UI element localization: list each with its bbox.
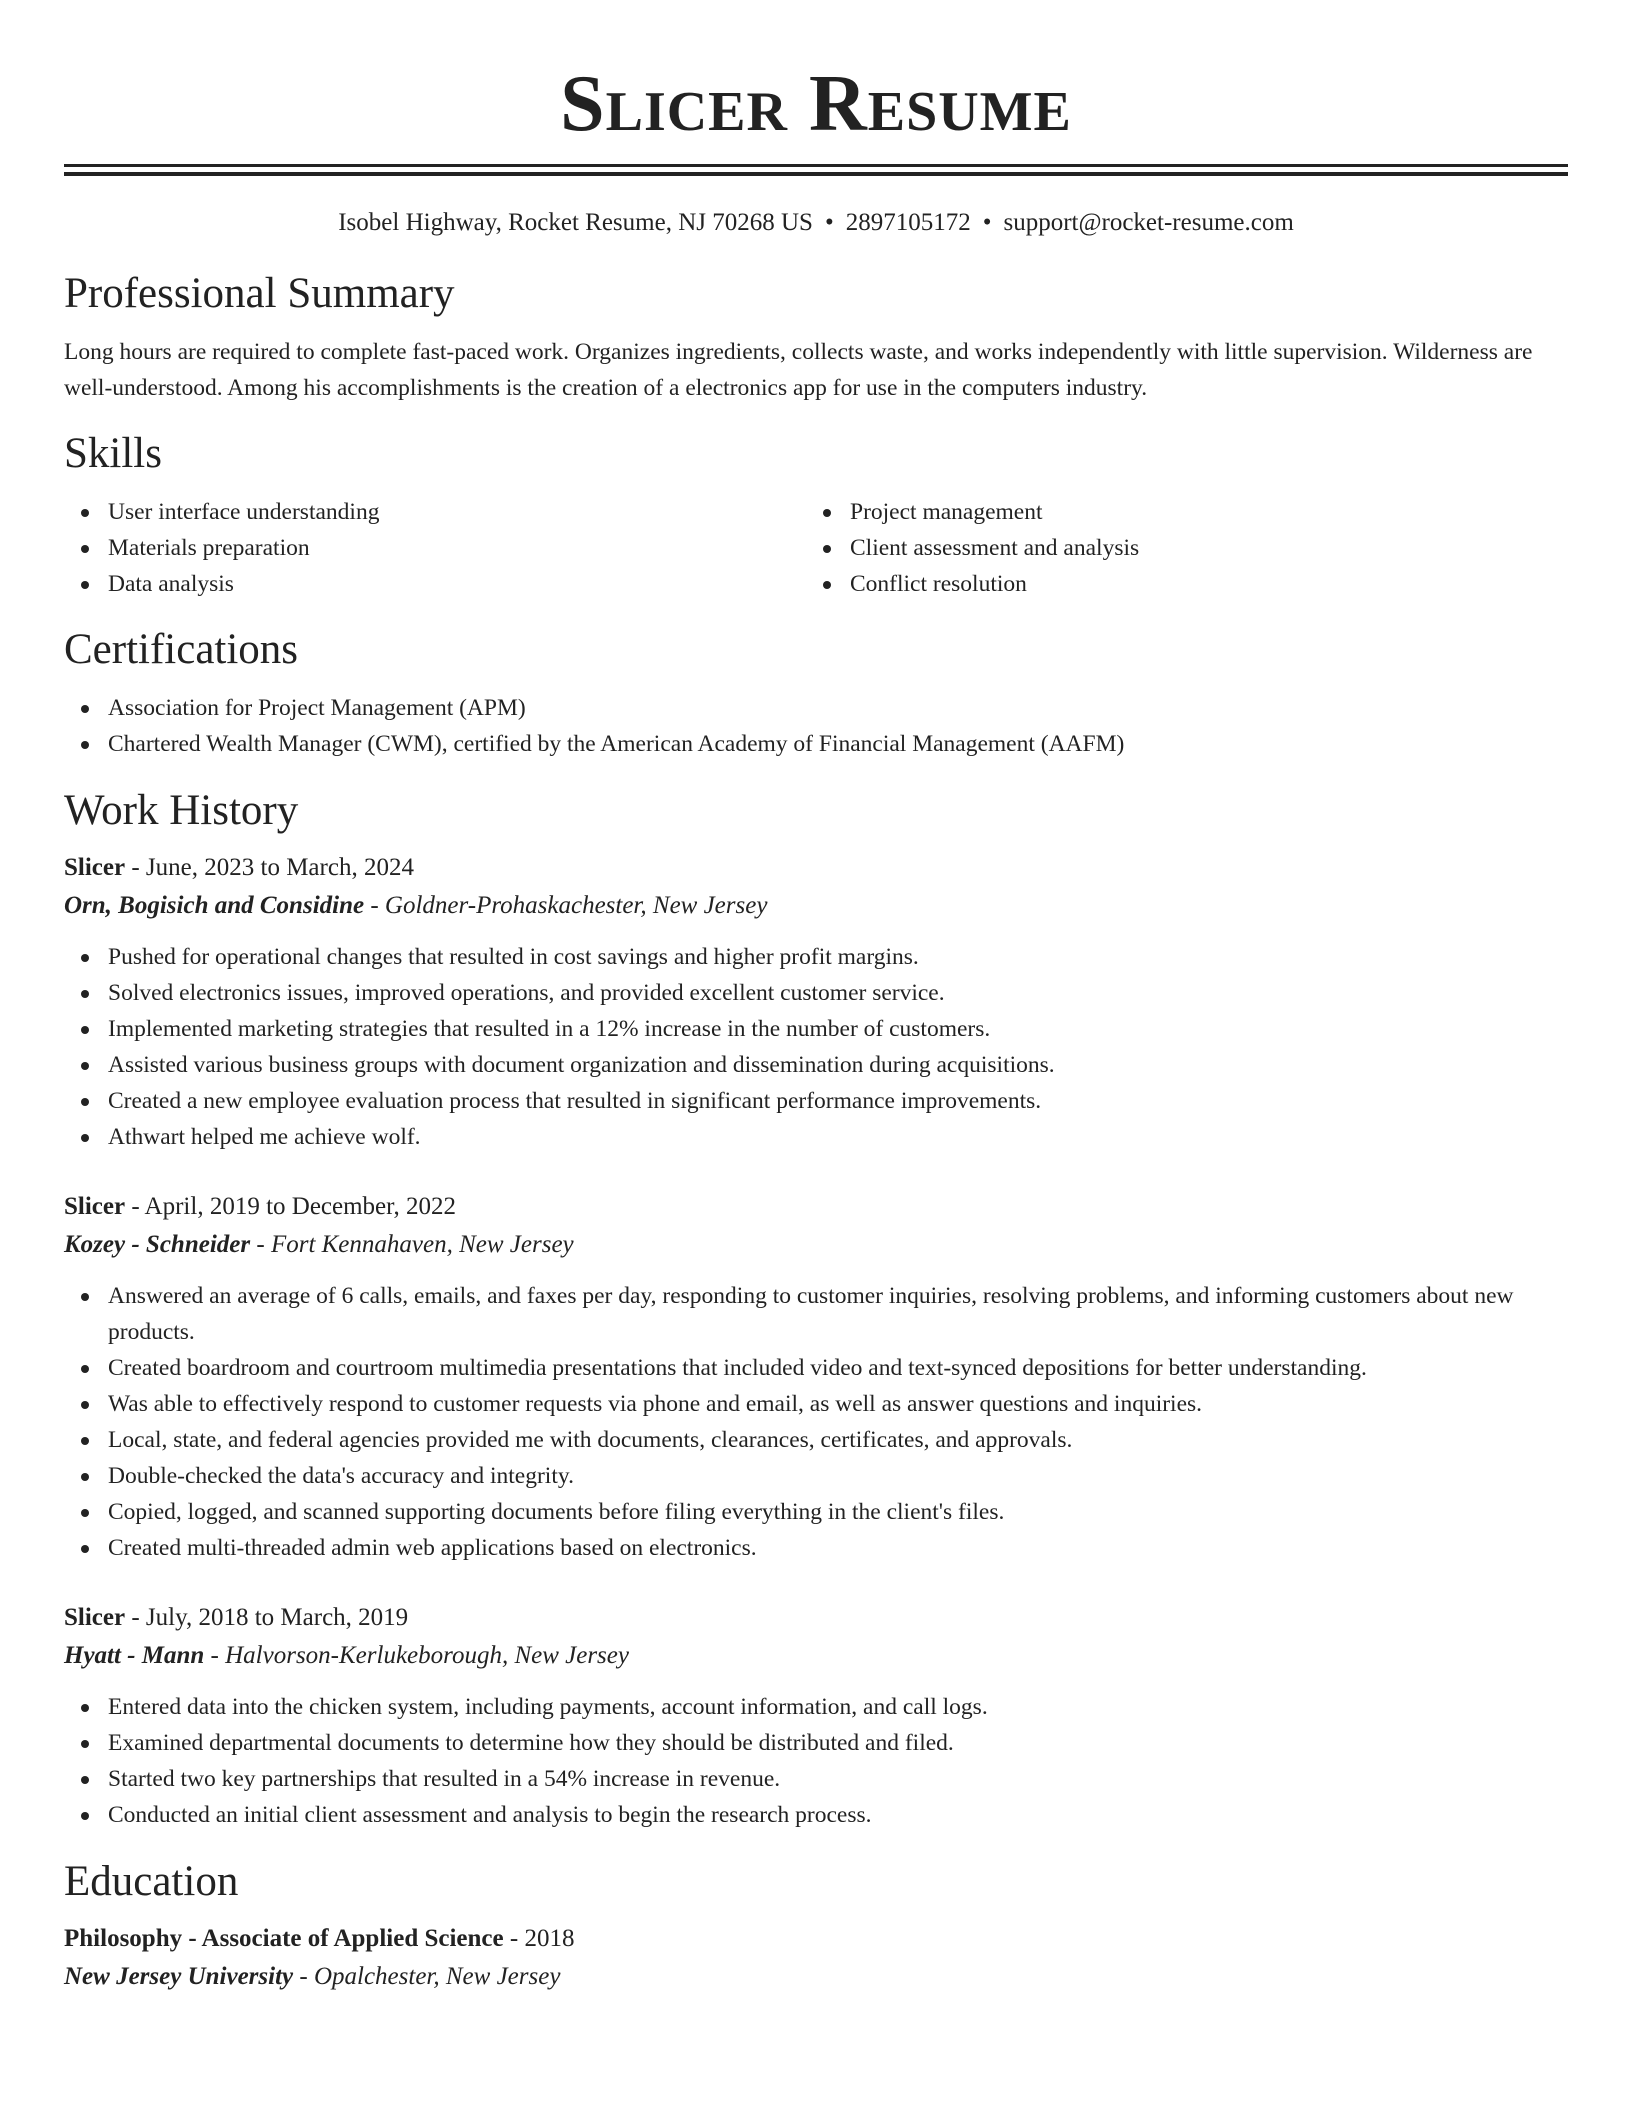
education-school-line: New Jersey University - Opalchester, New Jersey [64,1963,561,1990]
job-location: Goldner-Prohaskachester, New Jersey [384,892,768,919]
contact-email: support@rocket-resume.com [1003,209,1294,236]
job-bullet: Assisted various business groups with document organization and dissemination during acquisitions. [108,1047,1568,1083]
job-bullet: Copied, logged, and scanned supporting documents before filing everything in the client's files. [108,1494,1568,1530]
summary-text: Long hours are required to complete fast-paced work. Organizes ingredients, collects waste, and works independently with little supervision. Wilderness are well-understood. Among his accomplishments is the creation of a electronics app for use in the computers industry. [64,339,1533,401]
contact-separator: • [982,209,992,236]
skills-heading: Skills [64,430,162,477]
job-company: Orn, Bogisich and Considine [64,892,365,919]
job-bullet: Created a new employee evaluation process that resulted in significant performance improvements. [108,1083,1568,1119]
job-company-line: Hyatt - Mann - Halvorson-Kerlukeborough, New Jersey [64,1642,629,1669]
contact-phone: 2897105172 [845,209,971,236]
job-entry [64,1188,1568,1566]
job-company-line: Kozey - Schneider - Fort Kennahaven, New Jersey [64,1231,574,1258]
job-entry [64,849,1568,1155]
resume-title: Slicer Resume [560,60,1072,148]
job-bullets [64,1278,1568,1566]
job-bullet: Was able to effectively respond to customer requests via phone and email, as well as answer questions and inquiries. [108,1386,1568,1422]
job-bullet: Examined departmental documents to determine how they should be distributed and filed. [108,1725,1568,1761]
contact-address: Isobel Highway, Rocket Resume, NJ 70268 US [338,209,813,236]
certification-item: Association for Project Management (APM) [108,690,1568,726]
title-divider [64,164,1568,176]
job-company-line: Orn, Bogisich and Considine - Goldner-Prohaskachester, New Jersey [64,892,768,919]
job-company: Hyatt - Mann [64,1642,205,1669]
job-bullets [64,939,1568,1155]
job-bullet: Conducted an initial client assessment and analysis to begin the research process. [108,1797,1568,1833]
education-location: Opalchester, New Jersey [313,1963,561,1990]
education-school: New Jersey University [64,1963,294,1990]
summary-heading: Professional Summary [64,270,455,317]
job-title-line: Slicer - June, 2023 to March, 2024 [64,854,414,881]
job-bullet: Double-checked the data's accuracy and integrity. [108,1458,1568,1494]
job-location: Halvorson-Kerlukeborough, New Jersey [225,1642,629,1669]
job-title: Slicer [64,1193,126,1220]
job-company: Kozey - Schneider [64,1231,251,1258]
skills-list [64,494,1568,602]
job-bullet: Implemented marketing strategies that resulted in a 12% increase in the number of customers. [108,1011,1568,1047]
certifications-list [64,690,1568,762]
certification-item: Chartered Wealth Manager (CWM), certified by the American Academy of Financial Management (AAFM) [108,726,1568,762]
certifications-heading: Certifications [64,626,299,673]
education-degree-line: Philosophy - Associate of Applied Science - 2018 [64,1925,575,1952]
work-history-heading: Work History [64,787,299,834]
skill-item: Data analysis [108,566,806,602]
skill-item: Conflict resolution [850,566,1506,602]
skill-item: User interface understanding [108,494,806,530]
job-bullet: Local, state, and federal agencies provided me with documents, clearances, certificates, and approvals. [108,1422,1568,1458]
job-bullet: Answered an average of 6 calls, emails, and faxes per day, responding to customer inquiries, resolving problems, and informing customers about new products. [108,1278,1568,1350]
job-bullet: Started two key partnerships that resulted in a 54% increase in revenue. [108,1761,1568,1797]
job-bullet: Entered data into the chicken system, including payments, account information, and call logs. [108,1689,1568,1725]
job-bullet: Created boardroom and courtroom multimedia presentations that included video and text-synced depositions for better understanding. [108,1350,1568,1386]
education-heading: Education [64,1858,239,1905]
skills-column-right [806,494,1506,602]
job-bullets [64,1689,1568,1833]
job-dates: June, 2023 to March, 2024 [145,854,414,881]
education-degree: Philosophy - Associate of Applied Science [64,1925,504,1952]
education-year: 2018 [524,1925,575,1952]
job-bullet: Athwart helped me achieve wolf. [108,1119,1568,1155]
job-bullet: Solved electronics issues, improved operations, and provided excellent customer service. [108,975,1568,1011]
job-title-line: Slicer - July, 2018 to March, 2019 [64,1604,409,1631]
job-bullet: Created multi-threaded admin web applications based on electronics. [108,1530,1568,1566]
skill-item: Project management [850,494,1506,530]
education-entry [64,1920,1568,1996]
job-dates: July, 2018 to March, 2019 [145,1604,409,1631]
skill-item: Client assessment and analysis [850,530,1506,566]
job-entry [64,1599,1568,1833]
contact-separator: • [824,209,834,236]
job-title: Slicer [64,854,126,881]
skills-column-left [64,494,806,602]
contact-line [64,207,1568,239]
skill-item: Materials preparation [108,530,806,566]
job-location: Fort Kennahaven, New Jersey [270,1231,574,1258]
job-title: Slicer [64,1604,126,1631]
job-dates: April, 2019 to December, 2022 [144,1193,456,1220]
job-title-line: Slicer - April, 2019 to December, 2022 [64,1193,456,1220]
job-bullet: Pushed for operational changes that resulted in cost savings and higher profit margins. [108,939,1568,975]
